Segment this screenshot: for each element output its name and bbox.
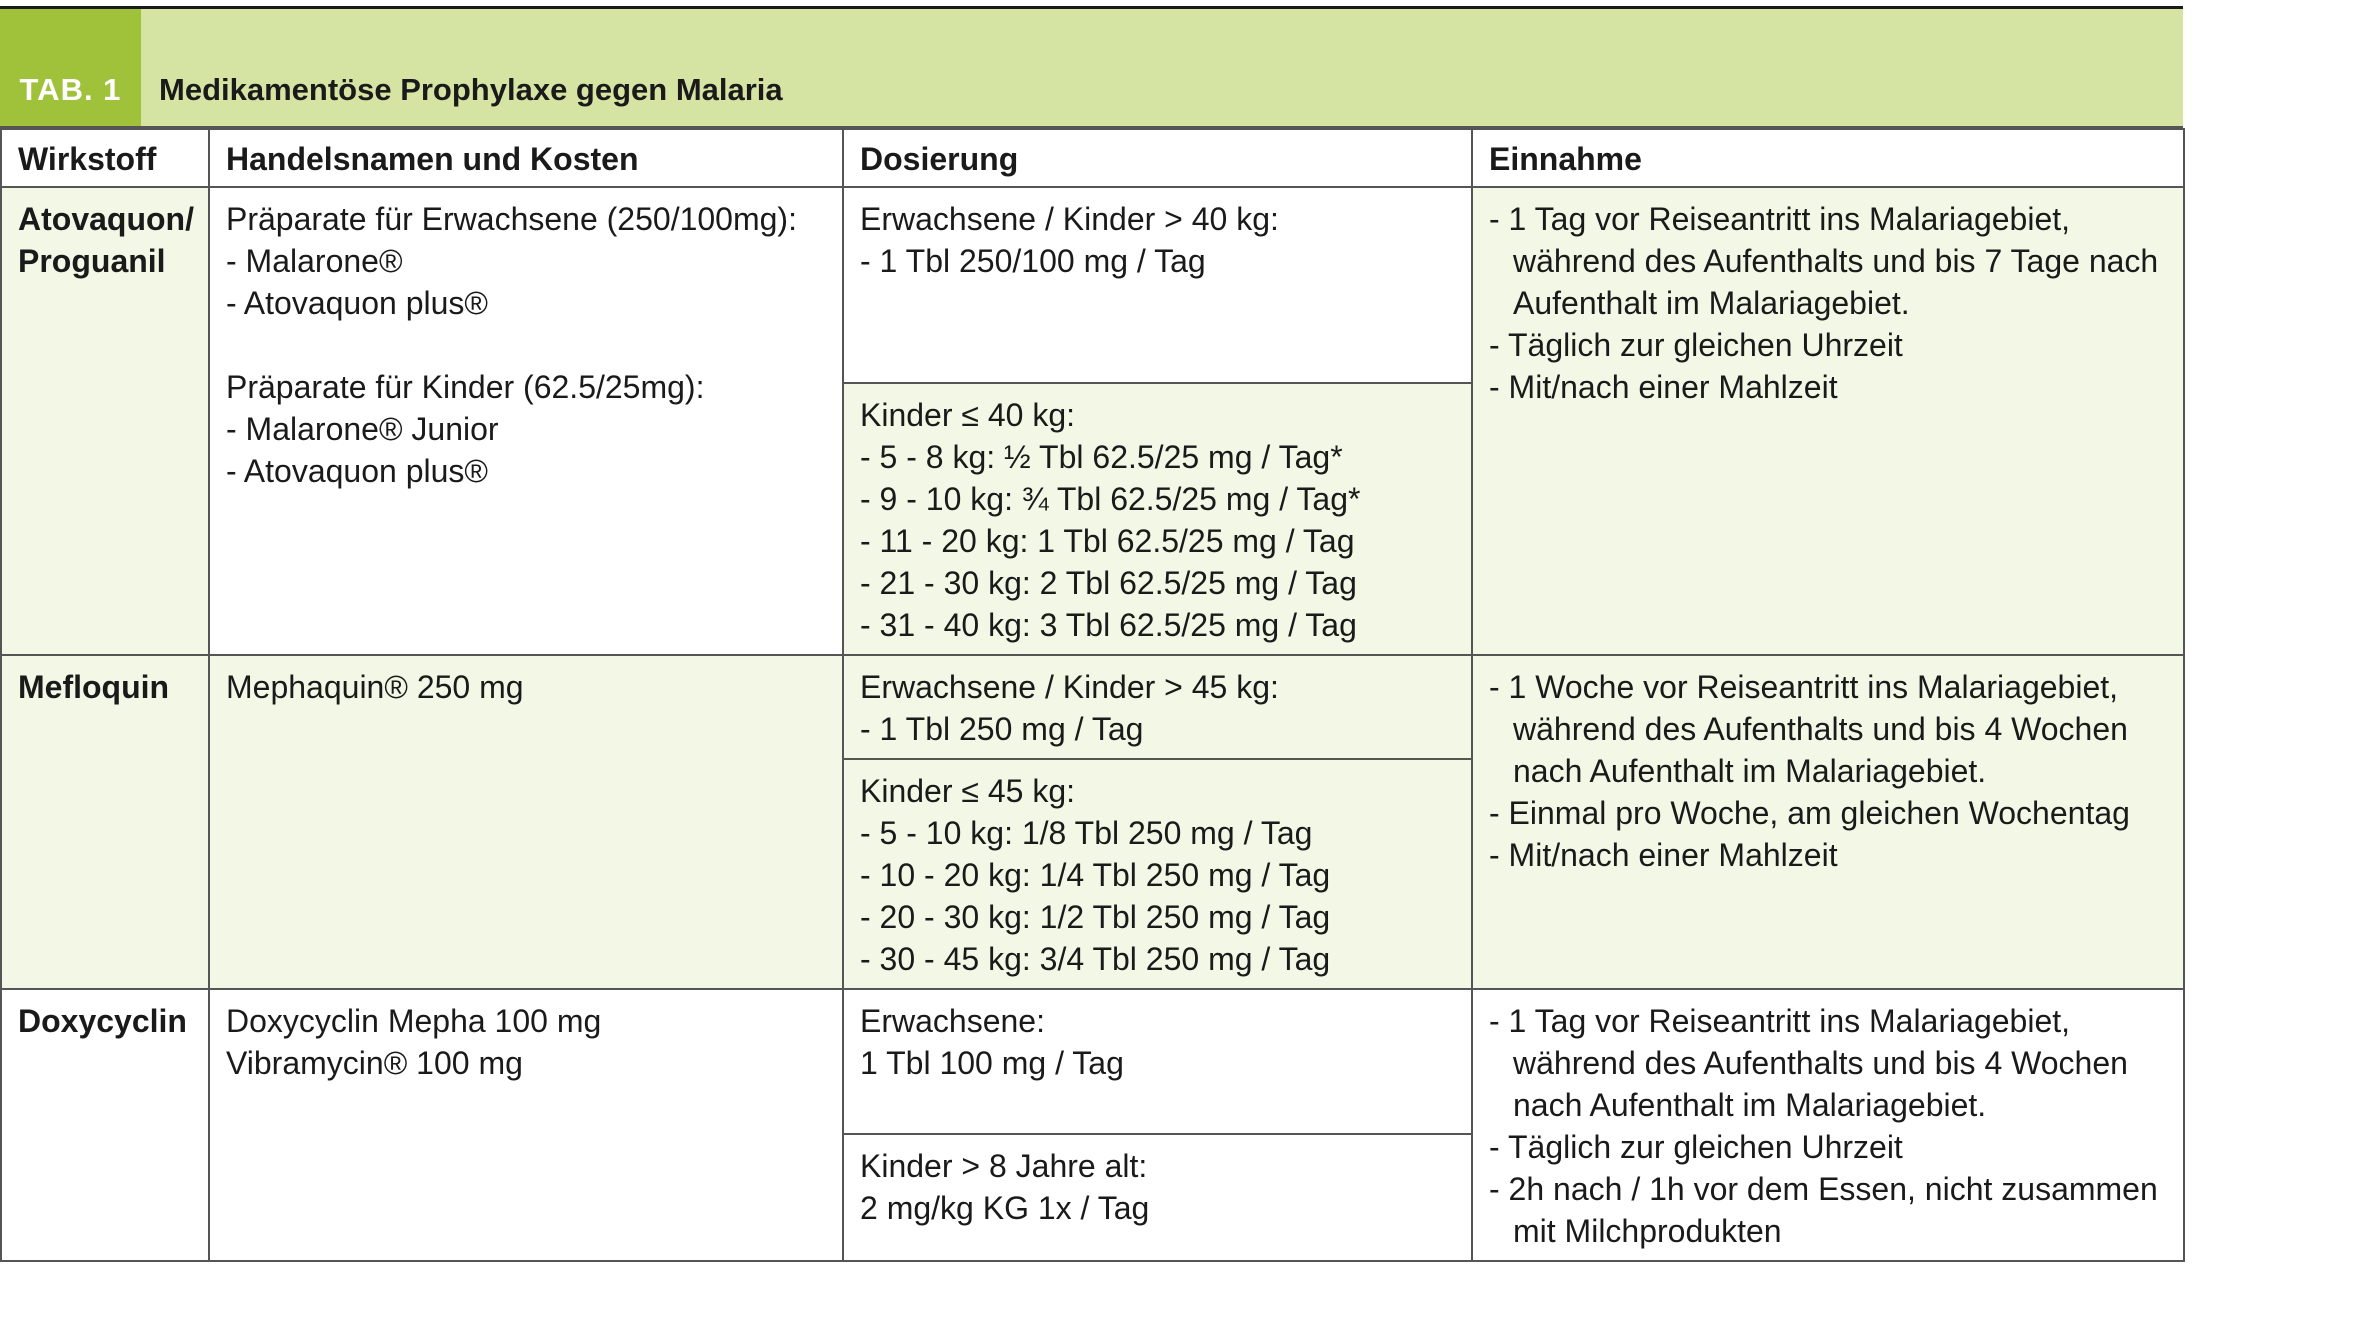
column-header-einnahme: Einnahme bbox=[1472, 129, 2184, 187]
intake-line: - Täglich zur gleichen Uhrzeit bbox=[1489, 327, 1903, 363]
intake-line: - Einmal pro Woche, am gleichen Wochentag bbox=[1489, 795, 2130, 831]
names-line: Vibramycin® 100 mg bbox=[226, 1045, 523, 1081]
drug-name-line: Atovaquon/ bbox=[18, 201, 194, 237]
intake-line: - Mit/nach einer Mahlzeit bbox=[1489, 369, 1838, 405]
dose-line: - 20 - 30 kg: 1/2 Tbl 250 mg / Tag bbox=[860, 899, 1331, 935]
intake-line: - 1 Tag vor Reiseantritt ins Malariagebiet, während des Aufenthalts und bis 4 Wochen nach Aufenthalt im Malariagebiet. bbox=[1489, 1003, 2128, 1123]
dose-line: - 11 - 20 kg: 1 Tbl 62.5/25 mg / Tag bbox=[860, 523, 1355, 559]
names-cell bbox=[209, 655, 843, 989]
intake-line: - 2h nach / 1h vor dem Essen, nicht zusammen mit Milchprodukten bbox=[1489, 1171, 2158, 1249]
malaria-prophylaxis-table bbox=[0, 6, 2183, 1262]
dose-line: - 1 Tbl 250/100 mg / Tag bbox=[860, 243, 1206, 279]
dose-line: 1 Tbl 100 mg / Tag bbox=[860, 1045, 1124, 1081]
names-line: - Atovaquon plus® bbox=[226, 285, 488, 321]
intake-line: - 1 Tag vor Reiseantritt ins Malariagebiet, während des Aufenthalts und bis 7 Tage nach Aufenthalt im Malariagebiet. bbox=[1489, 201, 2159, 321]
dose-cell-adults bbox=[843, 655, 1472, 759]
column-header-dosierung: Dosierung bbox=[843, 129, 1472, 187]
dose-line: Kinder > 8 Jahre alt: bbox=[860, 1148, 1148, 1185]
dose-line: Erwachsene: bbox=[860, 1003, 1045, 1039]
drug-name-line: Doxycyclin bbox=[18, 1003, 187, 1039]
names-line: Mephaquin® 250 mg bbox=[226, 669, 524, 705]
table-row bbox=[1, 655, 2184, 759]
drug-name-line: Mefloquin bbox=[18, 669, 170, 705]
dose-cell-children bbox=[843, 383, 1472, 655]
dose-line: - 5 - 8 kg: ½ Tbl 62.5/25 mg / Tag* bbox=[860, 439, 1343, 475]
dose-line: - 21 - 30 kg: 2 Tbl 62.5/25 mg / Tag bbox=[860, 565, 1357, 601]
drug-cell bbox=[1, 989, 209, 1261]
table-title: Medikamentöse Prophylaxe gegen Malaria bbox=[159, 72, 783, 107]
dose-line: - 10 - 20 kg: 1/4 Tbl 250 mg / Tag bbox=[860, 857, 1331, 893]
names-line: Doxycyclin Mepha 100 mg bbox=[226, 1003, 602, 1039]
drug-cell bbox=[1, 655, 209, 989]
drug-cell bbox=[1, 187, 209, 655]
drug-name-line: Proguanil bbox=[18, 243, 166, 279]
names-line: Präparate für Erwachsene (250/100mg): bbox=[226, 201, 797, 237]
table-number: TAB. 1 bbox=[0, 9, 141, 126]
dose-cell-children bbox=[843, 759, 1472, 989]
names-line: Präparate für Kinder (62.5/25mg): bbox=[226, 369, 705, 405]
intake-line: - 1 Woche vor Reiseantritt ins Malariagebiet, während des Aufenthalts und bis 4 Wochen nach Aufenthalt im Malariagebiet. bbox=[1489, 669, 2128, 789]
dose-cell-adults bbox=[843, 187, 1472, 383]
intake-line: - Mit/nach einer Mahlzeit bbox=[1489, 837, 1838, 873]
dose-line: Erwachsene / Kinder > 40 kg: bbox=[860, 201, 1279, 237]
names-line: - Atovaquon plus® bbox=[226, 453, 488, 489]
dose-line: - 1 Tbl 250 mg / Tag bbox=[860, 711, 1144, 747]
dose-line: - 31 - 40 kg: 3 Tbl 62.5/25 mg / Tag bbox=[860, 607, 1357, 643]
intake-line: - Täglich zur gleichen Uhrzeit bbox=[1489, 1129, 1903, 1165]
column-header-handelsnamen: Handelsnamen und Kosten bbox=[209, 129, 843, 187]
dose-cell-adults bbox=[843, 989, 1472, 1134]
dose-cell-children bbox=[843, 1134, 1472, 1261]
dose-line: - 30 - 45 kg: 3/4 Tbl 250 mg / Tag bbox=[860, 941, 1331, 977]
names-line: - Malarone® Junior bbox=[226, 411, 499, 447]
dose-line: Kinder ≤ 40 kg: bbox=[860, 397, 1076, 433]
intake-cell bbox=[1472, 655, 2184, 989]
table-row bbox=[1, 989, 2184, 1134]
names-cell bbox=[209, 989, 843, 1261]
dose-line: Erwachsene / Kinder > 45 kg: bbox=[860, 669, 1279, 705]
table-row bbox=[1, 187, 2184, 383]
names-line: - Malarone® bbox=[226, 243, 403, 279]
names-cell bbox=[209, 187, 843, 655]
data-table bbox=[0, 128, 2185, 1262]
intake-cell bbox=[1472, 989, 2184, 1261]
column-header-wirkstoff: Wirkstoff bbox=[1, 129, 209, 187]
dose-line: 2 mg/kg KG 1x / Tag bbox=[860, 1190, 1150, 1227]
intake-cell bbox=[1472, 187, 2184, 655]
table-header-bar bbox=[0, 9, 2183, 128]
dose-line: - 9 - 10 kg: ¾ Tbl 62.5/25 mg / Tag* bbox=[860, 481, 1361, 517]
dose-line: Kinder ≤ 45 kg: bbox=[860, 773, 1076, 809]
dose-line: - 5 - 10 kg: 1/8 Tbl 250 mg / Tag bbox=[860, 815, 1313, 851]
